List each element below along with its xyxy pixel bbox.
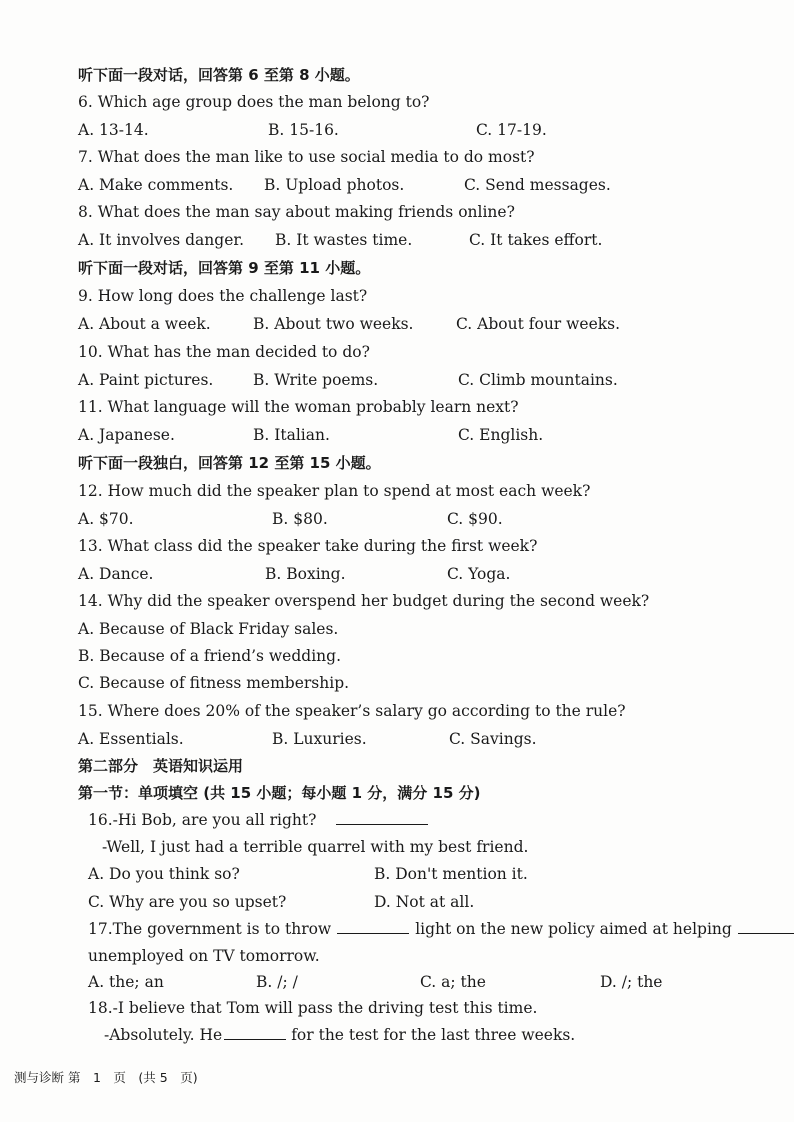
q16-option-a: A. Do you think so? <box>88 865 240 883</box>
question-14: 14. Why did the speaker overspend her budget during the second week? <box>78 592 650 610</box>
page-footer: 测与诊断 第 1 页 (共 5 页) <box>14 1070 198 1085</box>
q9-option-a: A. About a week. <box>78 315 211 333</box>
q16-answer-blank <box>336 810 428 825</box>
q17-option-c: C. a; the <box>420 973 486 991</box>
q17-blank-1 <box>337 919 409 934</box>
q16-text: 16.-Hi Bob, are you all right? <box>88 811 317 829</box>
q7-option-a: A. Make comments. <box>78 176 234 194</box>
question-16 <box>88 810 428 830</box>
section-header-q9-11: 听下面一段对话，回答第 9 至第 11 小题。 <box>78 259 371 277</box>
q16-option-b: B. Don't mention it. <box>374 865 528 883</box>
q13-option-c: C. Yoga. <box>447 565 511 583</box>
q17-text-1: 17.The government is to throw <box>88 920 332 938</box>
q17-option-a: A. the; an <box>88 973 164 991</box>
question-9: 9. How long does the challenge last? <box>78 287 368 305</box>
q6-option-b: B. 15-16. <box>268 121 339 139</box>
q16-option-c: C. Why are you so upset? <box>88 893 287 911</box>
q14-option-c: C. Because of fitness membership. <box>78 674 350 692</box>
q11-option-b: B. Italian. <box>253 426 330 444</box>
question-18: 18.-I believe that Tom will pass the driving test this time. <box>88 999 538 1017</box>
q18-blank <box>224 1025 286 1040</box>
q15-option-b: B. Luxuries. <box>272 730 367 748</box>
q9-option-c: C. About four weeks. <box>456 315 621 333</box>
question-17 <box>88 919 794 939</box>
question-7: 7. What does the man like to use social media to do most? <box>78 148 535 166</box>
part2-header: 第二部分 英语知识运用 <box>78 757 244 775</box>
q17-option-b: B. /; / <box>256 973 298 991</box>
q6-option-c: C. 17-19. <box>476 121 547 139</box>
question-13: 13. What class did the speaker take during the first week? <box>78 537 538 555</box>
q14-option-b: B. Because of a friend’s wedding. <box>78 647 341 665</box>
q13-option-b: B. Boxing. <box>265 565 346 583</box>
q10-option-c: C. Climb mountains. <box>458 371 618 389</box>
q16-reply: -Well, I just had a terrible quarrel with my best friend. <box>102 838 529 856</box>
question-8: 8. What does the man say about making friends online? <box>78 203 515 221</box>
q17-option-d: D. /; the <box>600 973 663 991</box>
q18-text-1: -Absolutely. He <box>104 1026 223 1044</box>
q8-option-b: B. It wastes time. <box>275 231 413 249</box>
q18-reply <box>104 1025 575 1045</box>
q10-option-a: A. Paint pictures. <box>78 371 214 389</box>
question-6: 6. Which age group does the man belong to? <box>78 93 430 111</box>
q7-option-b: B. Upload photos. <box>264 176 405 194</box>
q8-option-c: C. It takes effort. <box>469 231 603 249</box>
q6-option-a: A. 13-14. <box>78 121 149 139</box>
question-10: 10. What has the man decided to do? <box>78 343 370 361</box>
question-12: 12. How much did the speaker plan to spend at most each week? <box>78 482 591 500</box>
q11-option-a: A. Japanese. <box>78 426 175 444</box>
q12-option-a: A. $70. <box>78 510 134 528</box>
q17-line2: unemployed on TV tomorrow. <box>88 947 320 965</box>
q7-option-c: C. Send messages. <box>464 176 611 194</box>
section-header-q6-8: 听下面一段对话，回答第 6 至第 8 小题。 <box>78 66 360 84</box>
q14-option-a: A. Because of Black Friday sales. <box>78 620 339 638</box>
q15-option-c: C. Savings. <box>449 730 537 748</box>
section1-header: 第一节：单项填空 (共 15 小题；每小题 1 分，满分 15 分) <box>78 784 481 802</box>
q17-blank-2 <box>738 919 794 934</box>
q12-option-b: B. $80. <box>272 510 328 528</box>
q10-option-b: B. Write poems. <box>253 371 379 389</box>
q13-option-a: A. Dance. <box>78 565 154 583</box>
q11-option-c: C. English. <box>458 426 544 444</box>
q8-option-a: A. It involves danger. <box>78 231 244 249</box>
question-11: 11. What language will the woman probably learn next? <box>78 398 519 416</box>
q15-option-a: A. Essentials. <box>78 730 184 748</box>
q12-option-c: C. $90. <box>447 510 503 528</box>
q9-option-b: B. About two weeks. <box>253 315 414 333</box>
q17-text-2: light on the new policy aimed at helping <box>415 920 732 938</box>
section-header-q12-15: 听下面一段独白，回答第 12 至第 15 小题。 <box>78 454 381 472</box>
q16-option-d: D. Not at all. <box>374 893 475 911</box>
question-15: 15. Where does 20% of the speaker’s salary go according to the rule? <box>78 702 626 720</box>
q18-text-2: for the test for the last three weeks. <box>291 1026 576 1044</box>
